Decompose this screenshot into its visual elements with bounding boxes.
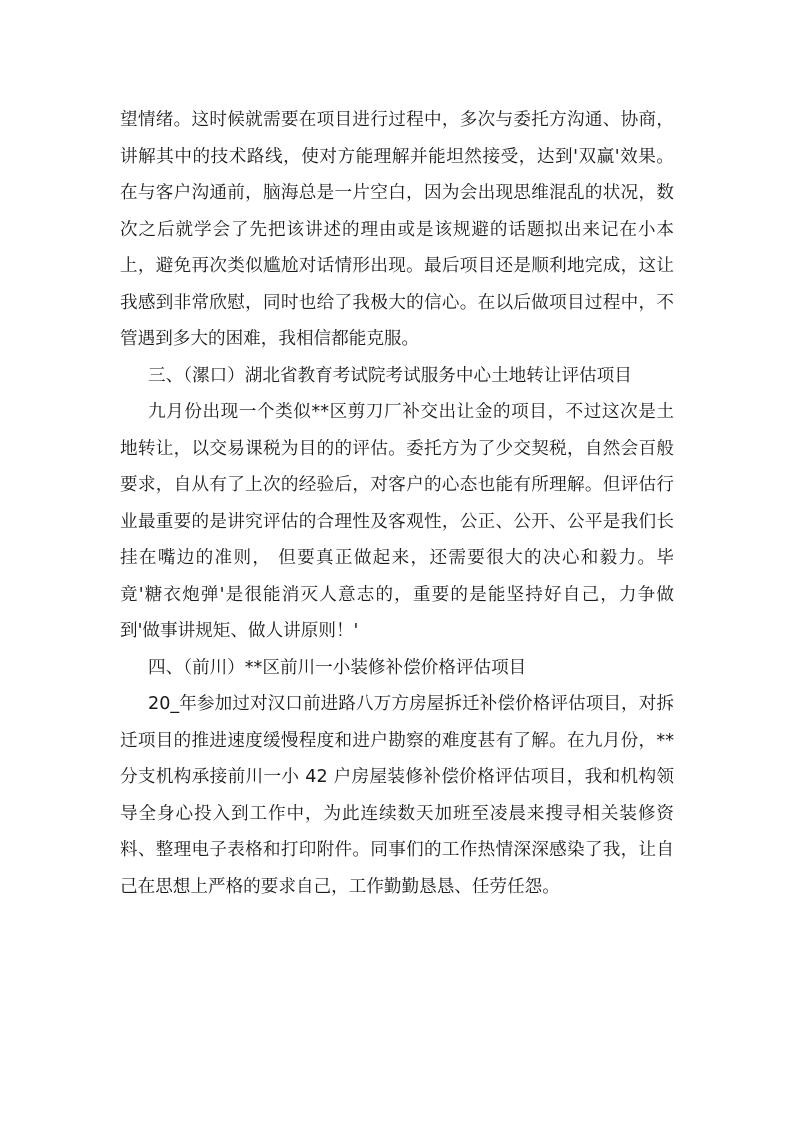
document-body: [120, 102, 674, 905]
section-heading-3: 三、（漯口）湖北省教育考试院考试服务中心土地转让评估项目: [148, 365, 632, 386]
paragraph-section-4: 20_年参加过对汉口前进路八万方房屋拆迁补偿价格评估项目，对拆迁项目的推进速度缓慢程度和进户勘察的难度甚有了解。在九月份，**分支机构承接前川一小 42 户房屋装修补偿价格评估项目，我和机构领导全身心投入到工作中，为此连续数天加班至凌晨来搜寻相关装修资料、整理电子表格和打印附件。同事们的工作热情深深感染了我，让自己在思想上严格的要求自己，工作勤勤恳恳、任劳任怨。: [120, 694, 674, 897]
section-heading-4: 四、（前川）**区前川一小装修补偿价格评估项目: [148, 657, 527, 678]
paragraph-continuation: 望情绪。这时候就需要在项目进行过程中，多次与委托方沟通、协商，讲解其中的技术路线，使对方能理解并能坦然接受，达到'双赢'效果。在与客户沟通前，脑海总是一片空白，因为会出现思维混乱的状况，数次之后就学会了先把该讲述的理由或是该规避的话题拟出来记在小本上，避免再次类似尴尬对话情形出现。最后项目还是顺利地完成，这让我感到非常欣慰，同时也给了我极大的信心。在以后做项目过程中，不管遇到多大的困难，我相信都能克服。: [120, 110, 674, 349]
paragraph-section-3: 九月份出现一个类似**区剪刀厂补交出让金的项目，不过这次是土地转让，以交易课税为目的的评估。委托方为了少交契税，自然会百般要求，自从有了上次的经验后，对客户的心态也能有所理解。但评估行业最重要的是讲究评估的合理性及客观性，公正、公开、公平是我们长挂在嘴边的准则， 但要真正做起来，还需要很大的决心和毅力。毕竟'糖衣炮弹'是很能消灭人意志的，重要的是能坚持好自己，力争做到'做事讲规矩、做人讲原则！': [120, 402, 674, 641]
